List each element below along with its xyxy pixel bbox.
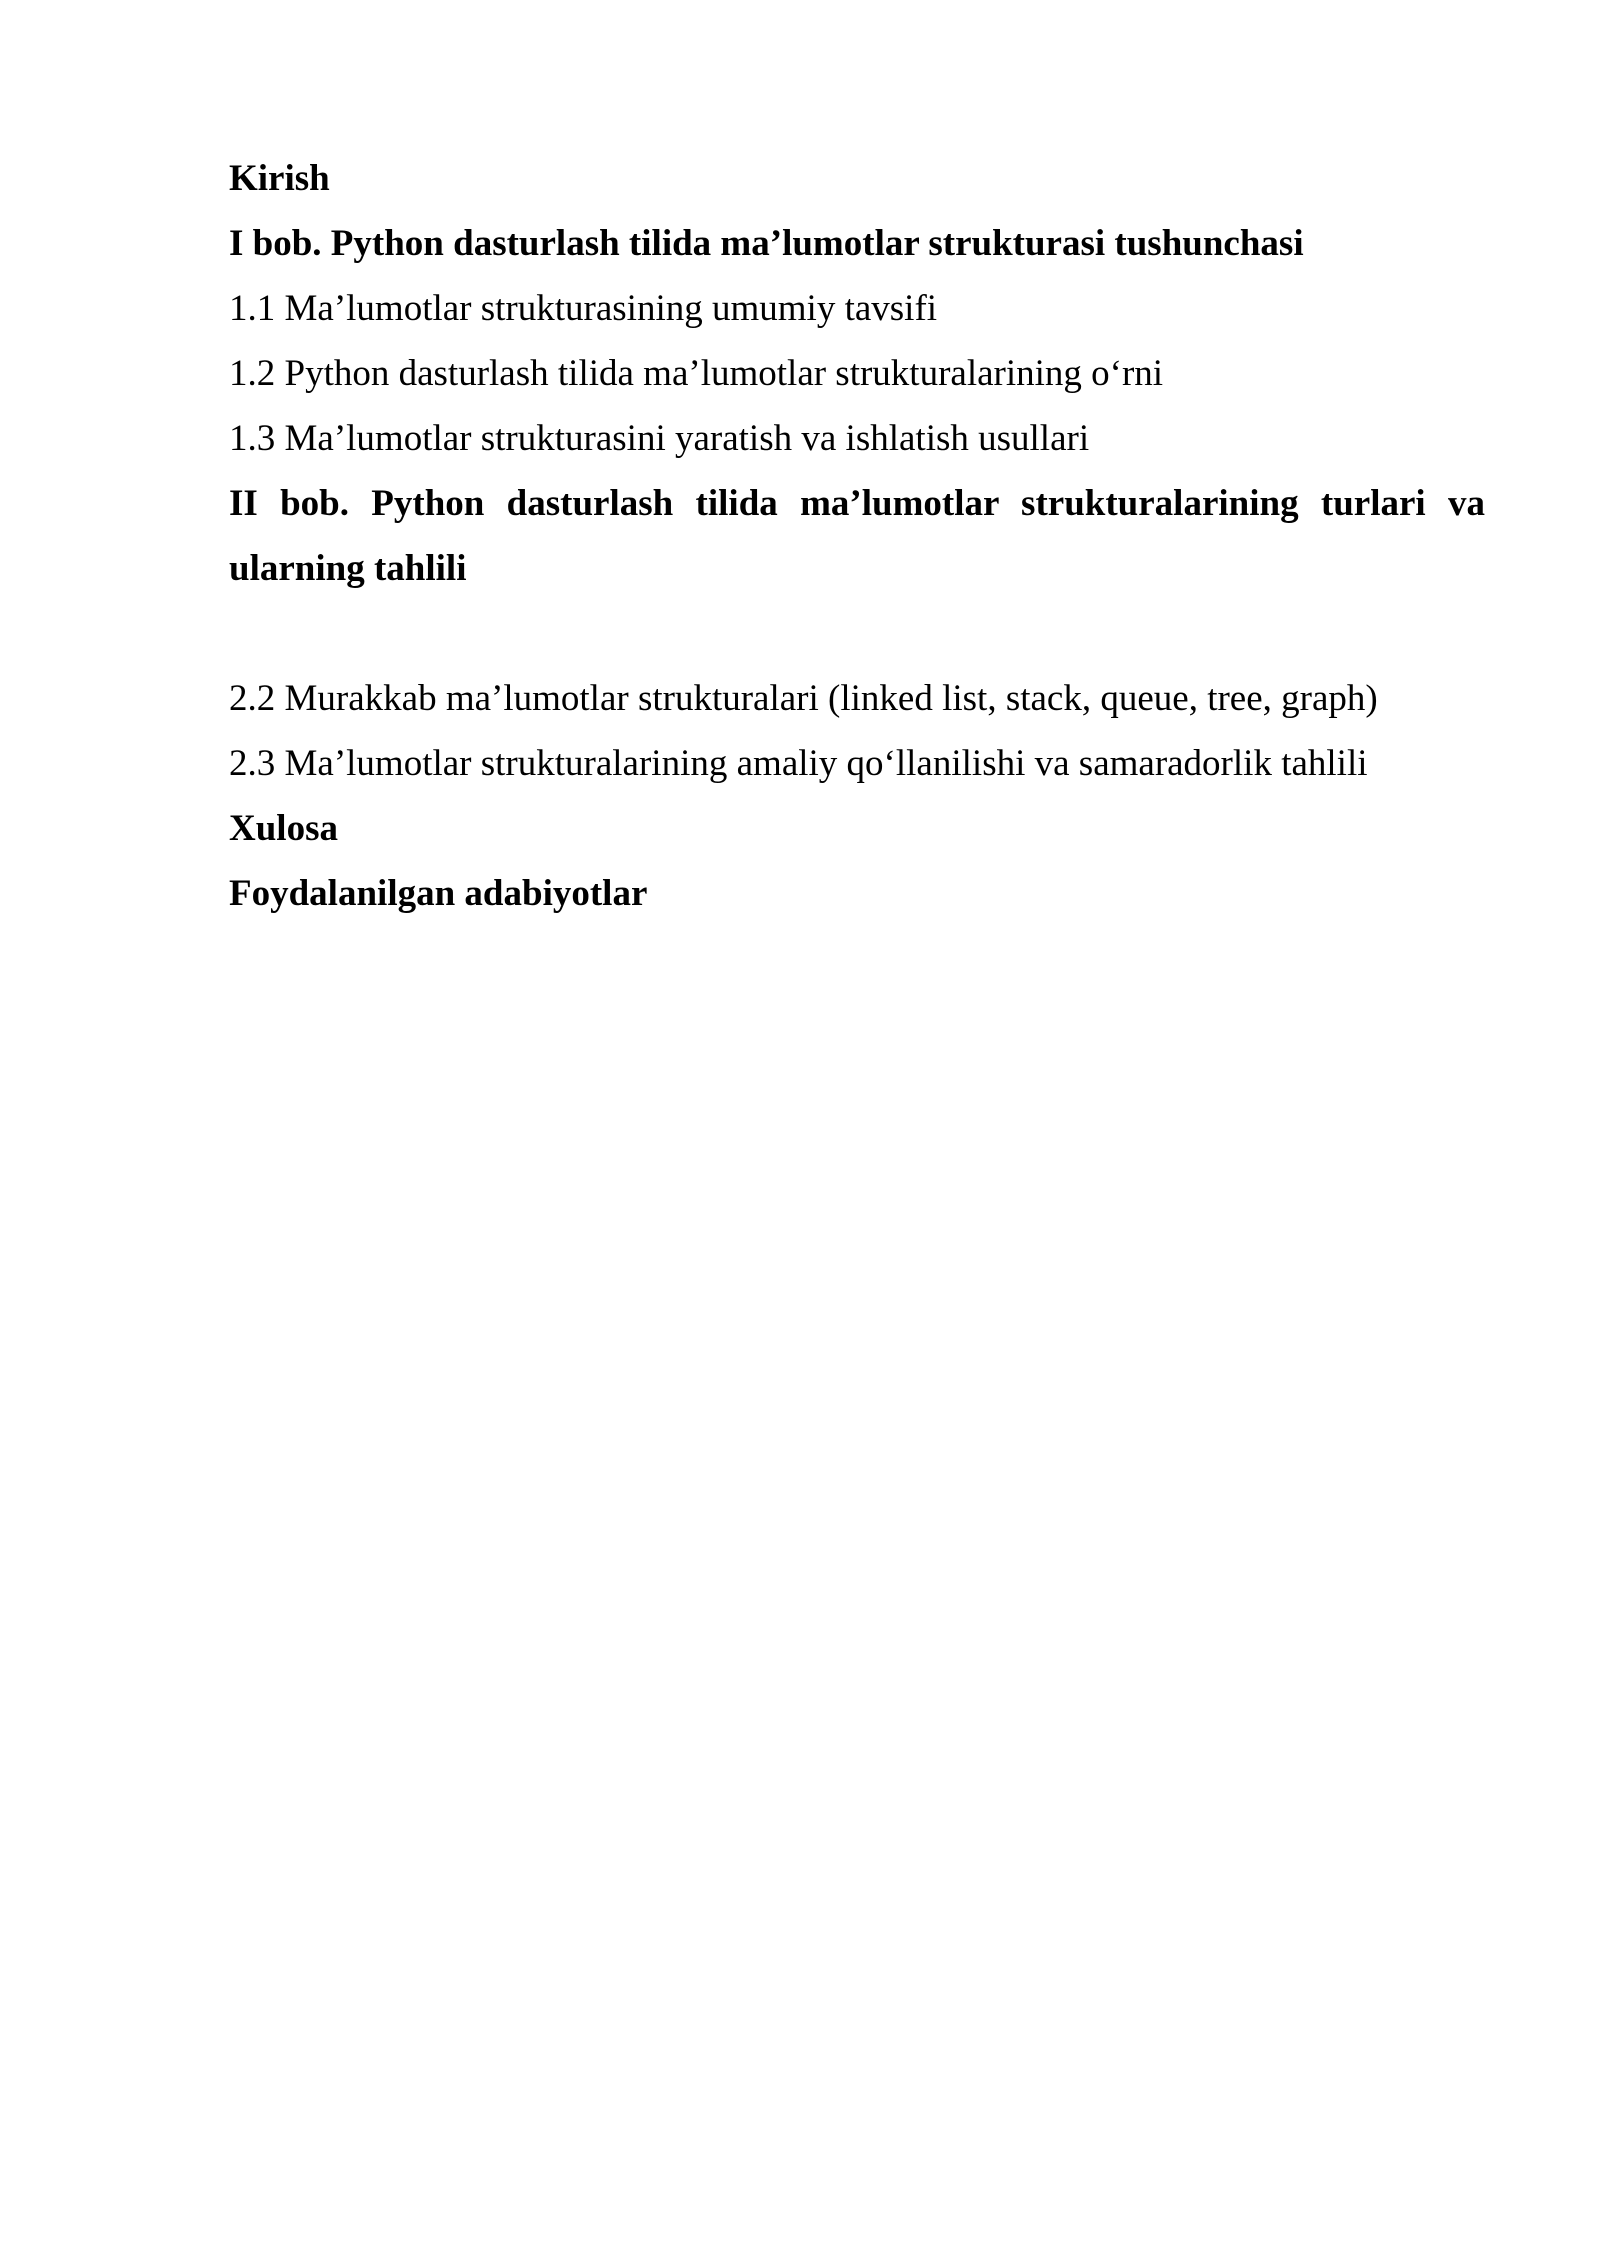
- toc-references: Foydalanilgan adabiyotlar: [229, 873, 648, 914]
- toc-section-2-2: 2.2 Murakkab ma’lumotlar strukturalari (linked list, stack, queue, tree, graph): [229, 678, 1378, 719]
- toc-empty-line: [229, 601, 1485, 666]
- toc-section-2-3: 2.3 Ma’lumotlar strukturalarining amaliy qo‘llanilishi va samaradorlik tahlili: [229, 743, 1368, 784]
- table-of-contents: [229, 146, 1485, 926]
- toc-chapter-1-title: I bob. Python dasturlash tilida ma’lumotlar strukturasi tushunchasi: [229, 223, 1304, 264]
- toc-section-1-2: 1.2 Python dasturlash tilida ma’lumotlar strukturalarining o‘rni: [229, 353, 1164, 394]
- toc-conclusion: Xulosa: [229, 808, 338, 849]
- toc-chapter-2-title: II bob. Python dasturlash tilida ma’lumotlar strukturalarining turlari va ularning tahlili: [229, 483, 1485, 589]
- toc-section-1-1: 1.1 Ma’lumotlar strukturasining umumiy tavsifi: [229, 288, 938, 329]
- toc-intro: Kirish: [229, 158, 330, 199]
- toc-section-1-3: 1.3 Ma’lumotlar strukturasini yaratish va ishlatish usullari: [229, 418, 1090, 459]
